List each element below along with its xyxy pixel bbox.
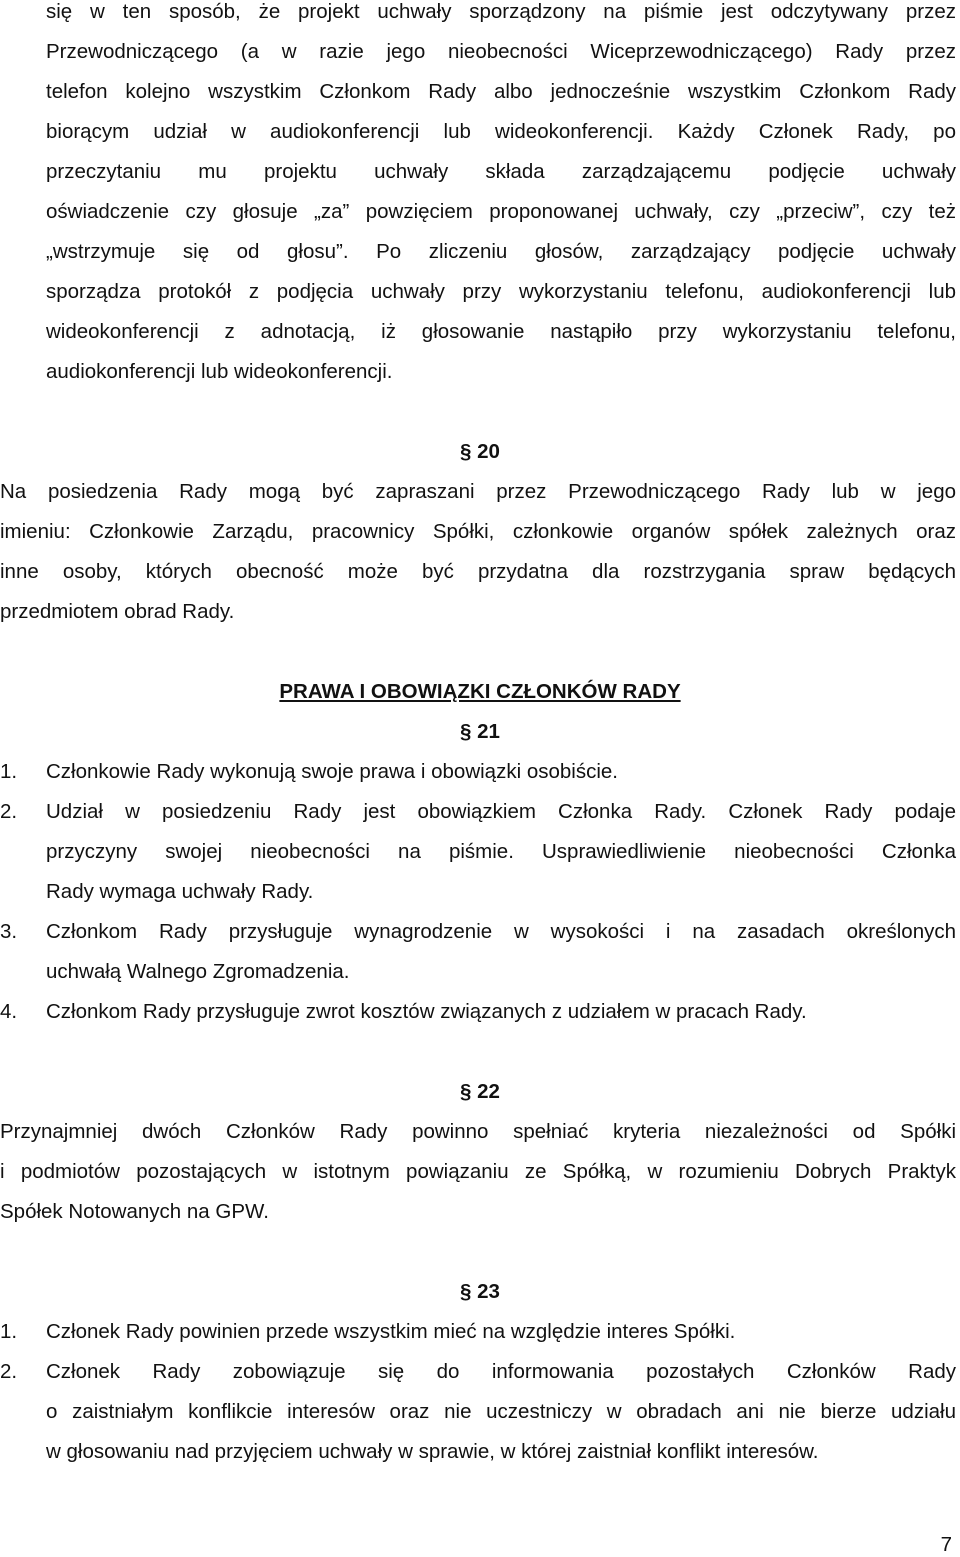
text-line: Członkom Rady przysługuje wynagrodzenie w wysokości i na zasadach określonych xyxy=(46,920,956,943)
text-line: inne osoby, których obecność może być przydatna dla rozstrzygania spraw będących xyxy=(0,560,956,583)
list-number: 4. xyxy=(0,1000,18,1023)
text-line: Przynajmniej dwóch Członków Rady powinno spełniać kryteria niezależności od Spółki xyxy=(0,1120,956,1143)
text-line: o zaistniałym konflikcie interesów oraz nie uczestniczy w obradach ani nie bierze udziału xyxy=(46,1400,956,1423)
text-line: Członkom Rady przysługuje zwrot kosztów związanych z udziałem w pracach Rady. xyxy=(46,1000,807,1023)
text-line: „wstrzymuje się od głosu”. Po zliczeniu głosów, zarządzający podjęcie uchwały xyxy=(46,240,956,263)
text-line: biorącym udział w audiokonferencji lub wideokonferencji. Każdy Członek Rady, po xyxy=(46,120,956,143)
text-line: Członkowie Rady wykonują swoje prawa i obowiązki osobiście. xyxy=(46,760,618,783)
text-line: przyczyny swojej nieobecności na piśmie. Usprawiedliwienie nieobecności Członka xyxy=(46,840,956,863)
text-line: Na posiedzenia Rady mogą być zapraszani przez Przewodniczącego Rady lub w jego xyxy=(0,480,956,503)
text-line: Rady wymaga uchwały Rady. xyxy=(46,880,314,903)
text-line: uchwałą Walnego Zgromadzenia. xyxy=(46,960,350,983)
list-number: 2. xyxy=(0,1360,18,1383)
text-line: przeczytaniu mu projektu uchwały składa zarządzającemu podjęcie uchwały xyxy=(46,160,956,183)
text-line: Członek Rady powinien przede wszystkim mieć na względzie interes Spółki. xyxy=(46,1320,736,1343)
text-line: audiokonferencji lub wideokonferencji. xyxy=(46,360,393,383)
list-number: 3. xyxy=(0,920,18,943)
text-line: przedmiotem obrad Rady. xyxy=(0,600,235,623)
text-line: Członek Rady zobowiązuje się do informowania pozostałych Członków Rady xyxy=(46,1360,956,1383)
text-line: oświadczenie czy głosuje „za” powzięciem proponowanej uchwały, czy „przeciw”, czy też xyxy=(46,200,956,223)
list-number: 1. xyxy=(0,760,18,783)
section-heading-22: § 22 xyxy=(460,1080,500,1103)
section-heading-21: § 21 xyxy=(460,720,500,743)
text-line: Spółek Notowanych na GPW. xyxy=(0,1200,269,1223)
section-heading-20: § 20 xyxy=(460,440,500,463)
text-line: w głosowaniu nad przyjęciem uchwały w sprawie, w której zaistniał konflikt interesów. xyxy=(46,1440,819,1463)
list-number: 2. xyxy=(0,800,18,823)
text-line: wideokonferencji z adnotacją, iż głosowanie nastąpiło przy wykorzystaniu telefonu, xyxy=(46,320,956,343)
text-line: i podmiotów pozostających w istotnym powiązaniu ze Spółką, w rozumieniu Dobrych Praktyk xyxy=(0,1160,956,1183)
list-number: 1. xyxy=(0,1320,18,1343)
text-line: sporządza protokół z podjęcia uchwały przy wykorzystaniu telefonu, audiokonferencji lub xyxy=(46,280,956,303)
text-line: imieniu: Członkowie Zarządu, pracownicy Spółki, członkowie organów spółek zależnych oraz xyxy=(0,520,956,543)
text-line: się w ten sposób, że projekt uchwały sporządzony na piśmie jest odczytywany przez xyxy=(46,0,956,23)
page-number: 7 xyxy=(940,1533,952,1556)
text-line: telefon kolejno wszystkim Członkom Rady albo jednocześnie wszystkim Członkom Rady xyxy=(46,80,956,103)
chapter-title: PRAWA I OBOWIĄZKI CZŁONKÓW RADY xyxy=(279,680,681,703)
section-heading-23: § 23 xyxy=(460,1280,500,1303)
text-line: Przewodniczącego (a w razie jego nieobecności Wiceprzewodniczącego) Rady przez xyxy=(46,40,956,63)
text-line: Udział w posiedzeniu Rady jest obowiązkiem Członka Rady. Członek Rady podaje xyxy=(46,800,956,823)
